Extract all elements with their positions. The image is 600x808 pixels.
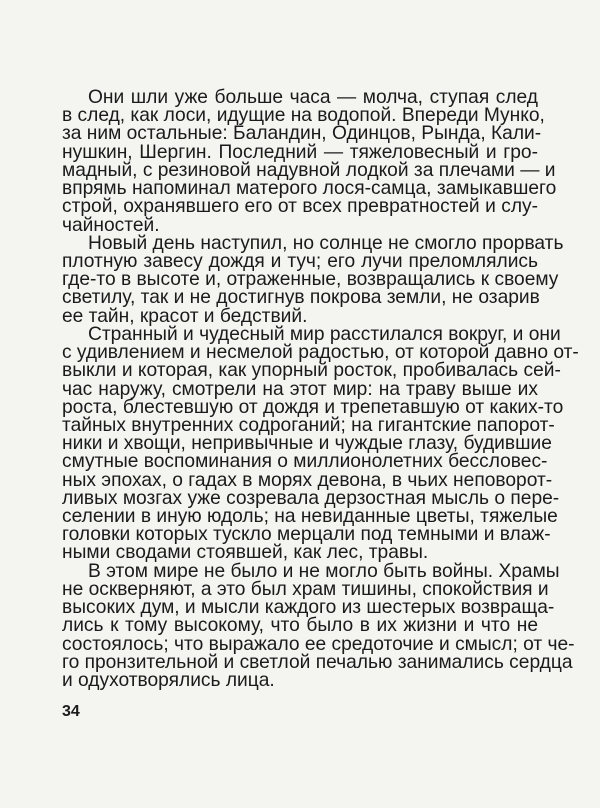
text-line: впрямь напоминал матерого лося-самца, замыкавшего bbox=[62, 178, 557, 200]
text-line: ных эпохах, о гадах в морях девона, в чьих неповорот- bbox=[62, 469, 553, 491]
text-line: роста, блестевшую от дождя и трепетавшую от каких-то bbox=[62, 396, 564, 418]
text-line: смутные воспоминания о миллионолетних бессловес- bbox=[62, 451, 548, 473]
text-line: светилу, так и не достигнув покрова земли, не озарив bbox=[62, 287, 540, 309]
text-line: не оскверняют, а это был храм тишины, спокойствия и bbox=[62, 578, 549, 600]
text-line: нушкин, Шергин. Последний — тяжеловесный и гро- bbox=[62, 141, 538, 163]
text-line: Странный и чудесный мир расстилался вокруг, и они bbox=[88, 323, 561, 345]
text-line: лись к тому высокому, что было в их жизни и что не bbox=[62, 615, 538, 637]
text-line: селении в иную юдоль; на невиданные цветы, тяжелые bbox=[62, 506, 558, 528]
text-line: Новый день наступил, но солнце не смогло прорвать bbox=[88, 232, 564, 254]
text-line: ники и хвощи, непривычные и чуждые глазу, будившие bbox=[62, 433, 552, 455]
text-line: тайных внутренних содроганий; на гигантские папорот- bbox=[62, 414, 555, 436]
text-line: головки которых тускло мерцали под темными и влаж- bbox=[62, 524, 551, 546]
text-line: выкли и которая, как упорный росток, пробивалась сей- bbox=[62, 360, 561, 382]
text-line: плотную завесу дождя и туч; его лучи преломлялись bbox=[62, 250, 538, 272]
text-line: ливых мозгах уже созревала дерзостная мысль о пере- bbox=[62, 487, 560, 509]
text-line: высоких дум, и мысли каждого из шестерых возвраща- bbox=[62, 597, 555, 619]
text-line: час наружу, смотрели на этот мир: на траву выше их bbox=[62, 378, 538, 400]
text-line: мадный, с резиновой надувной лодкой за плечами — и bbox=[62, 159, 556, 181]
text-line: чайностей. bbox=[62, 214, 160, 236]
text-line: за ним остальные: Баландин, Одинцов, Рында, Кали- bbox=[62, 123, 542, 145]
text-line: где-то в высоте и, отраженные, возвращались к своему bbox=[62, 269, 559, 291]
text-line: ее тайн, красот и бедствий. bbox=[62, 305, 308, 327]
page-number: 34 bbox=[62, 703, 80, 720]
text-line: В этом мире не было и не могло быть войны. Храмы bbox=[88, 560, 560, 582]
text-line: с удивлением и несмелой радостью, от которой давно от- bbox=[62, 342, 579, 364]
text-line: в след, как лоси, идущие на водопой. Впереди Мунко, bbox=[62, 105, 545, 127]
text-line: Они шли уже больше часа — молча, ступая след bbox=[88, 87, 538, 108]
text-line: состоялось; что выражало ее средоточие и смысл; от че- bbox=[62, 633, 575, 655]
text-line: строй, охранявшего его от всех превратностей и слу- bbox=[62, 196, 538, 218]
text-line: ными сводами стоявшей, как лес, травы. bbox=[62, 542, 429, 564]
text-line: и одухотворялись лица. bbox=[62, 670, 275, 691]
text-line: го пронзительной и светлой печалью занимались сердца bbox=[62, 651, 573, 673]
